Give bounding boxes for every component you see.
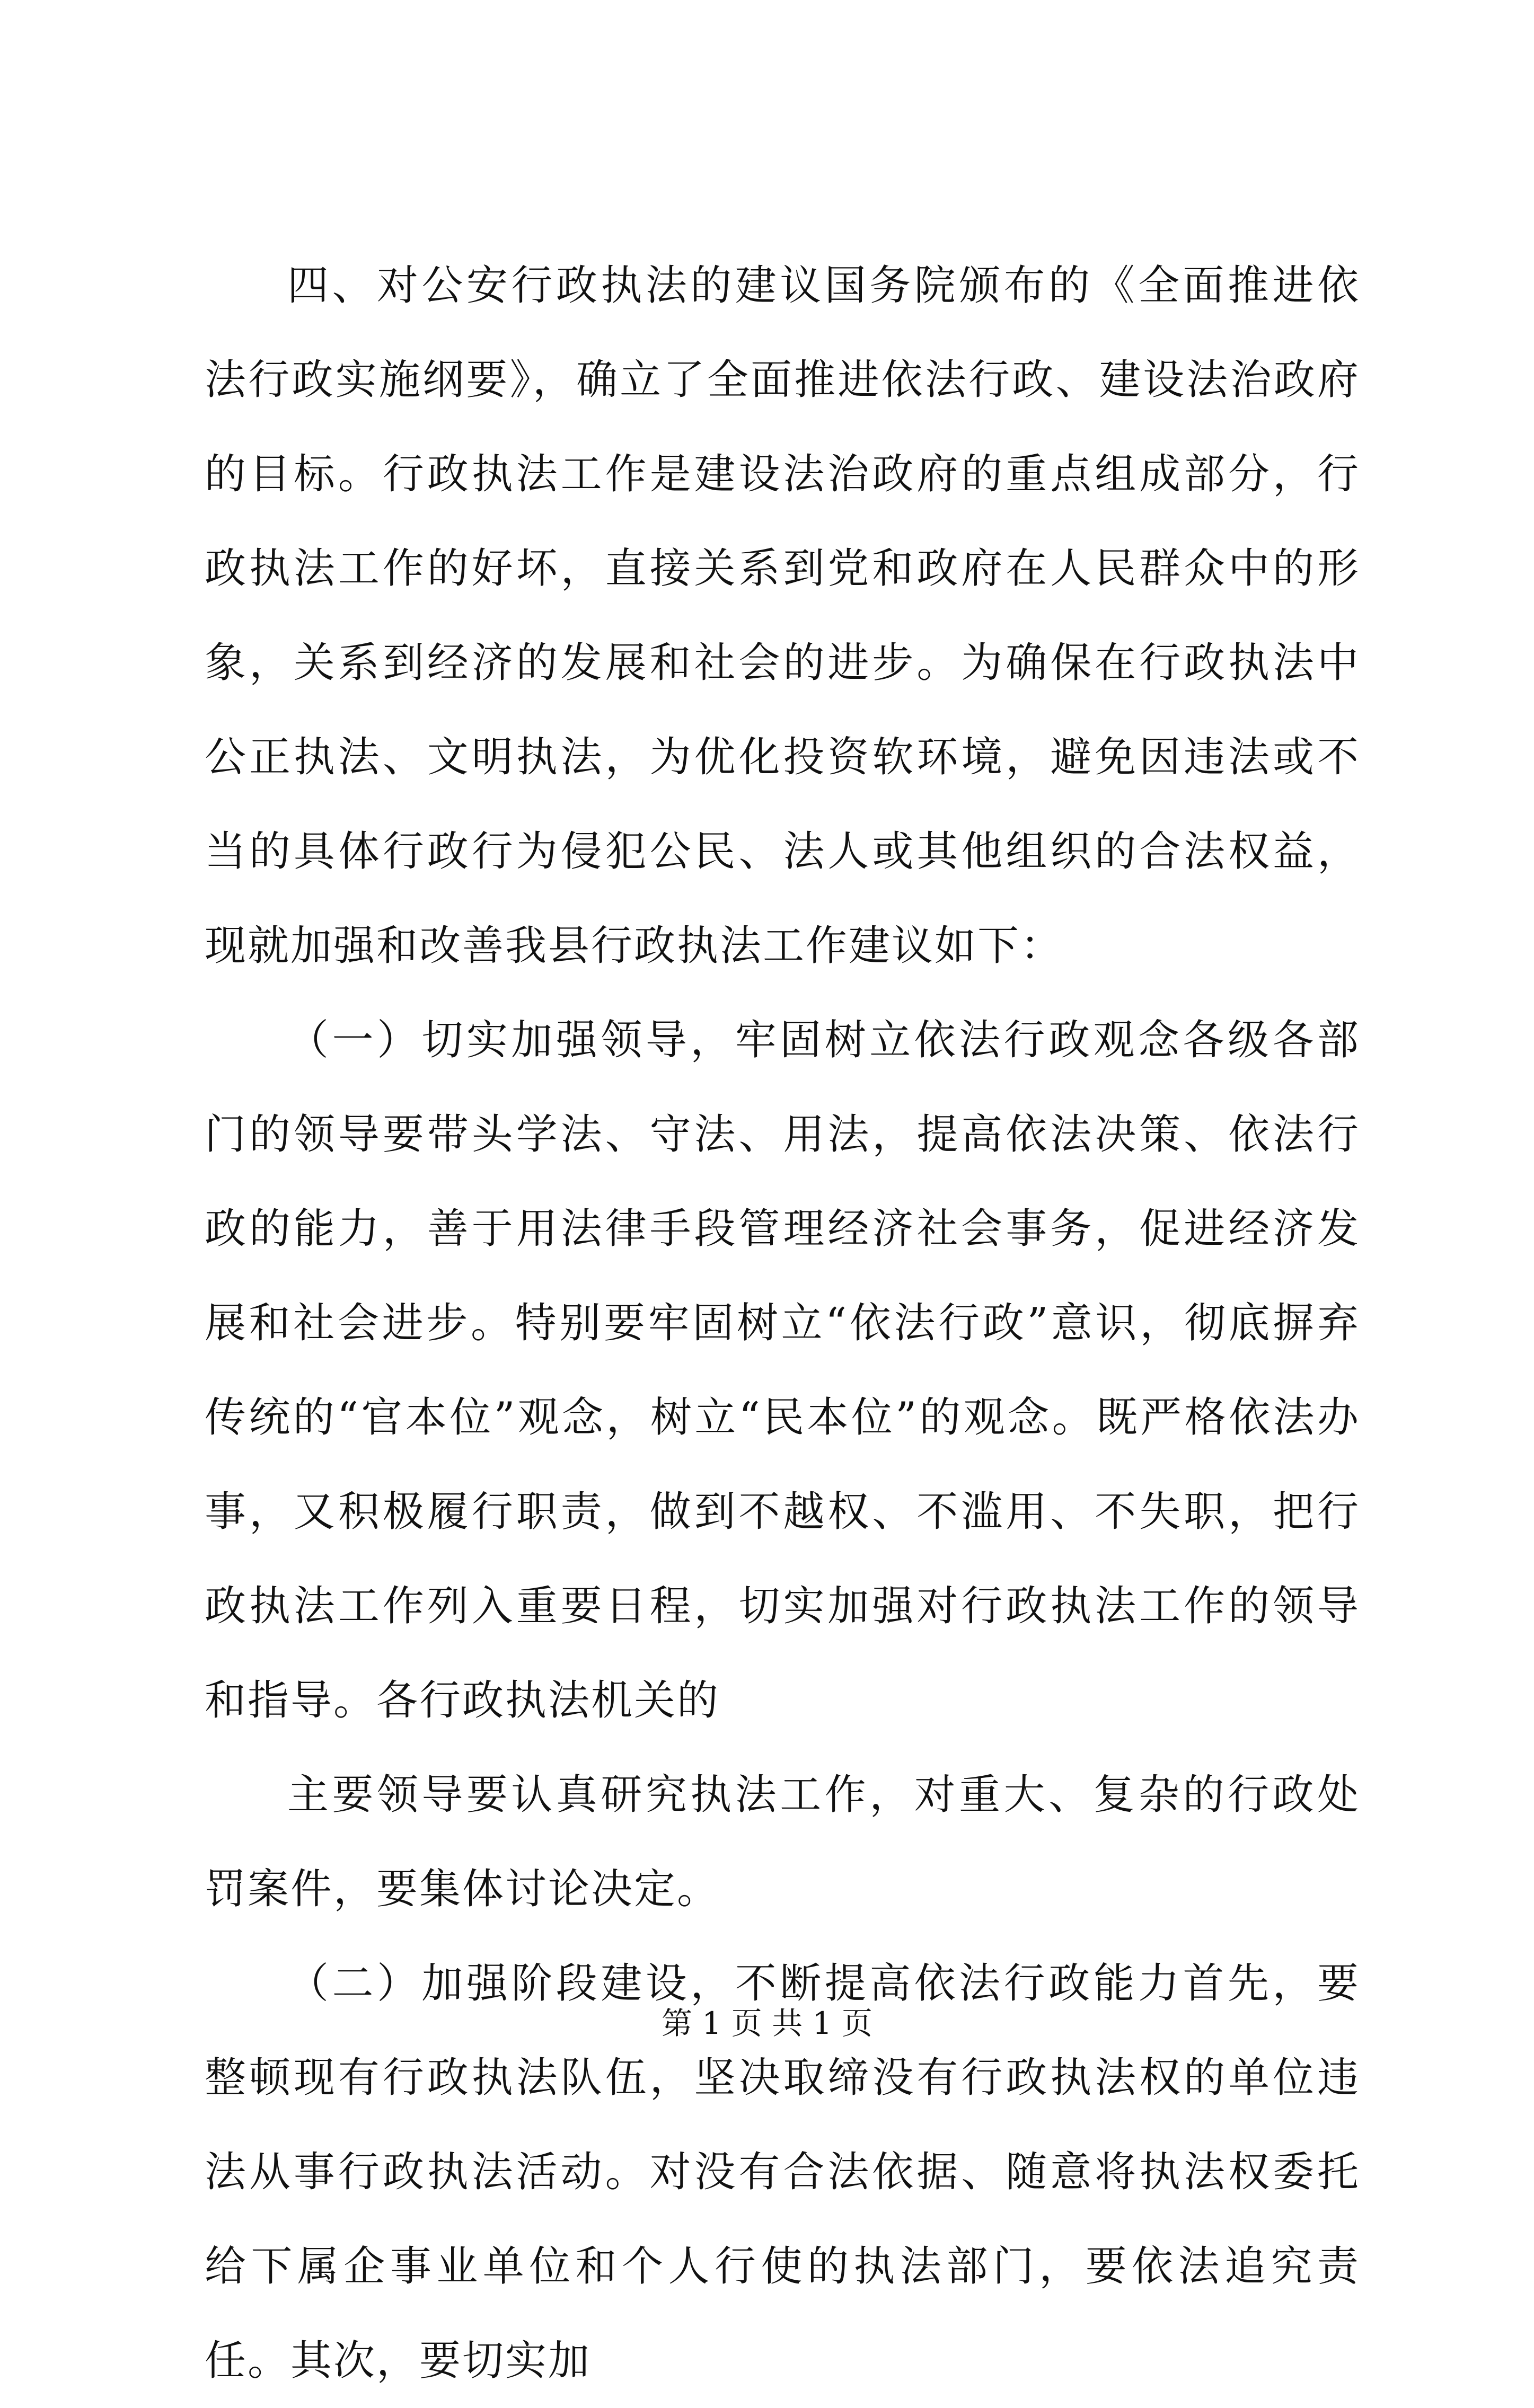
paragraph-leaders-decision: 主要领导要认真研究执法工作，对重大、复杂的行政处罚案件，要集体讨论决定。 (205, 1771, 1360, 1913)
page-footer: 第 1 页 共 1 页 (662, 2005, 872, 2041)
paragraph-team-building: （二）加强阶段建设，不断提高依法行政能力首先，要整顿现有行政执法队伍，坚决取缔没有行政执法权的单位违法从事行政执法活动。对没有合法依据、随意将执法权委托给下属企事业单位和个人行使的执法部门，要依法追究责任。其次，要切实加 (205, 1960, 1360, 2385)
document-body (205, 238, 1360, 2408)
paragraph-recommendations-intro: 四、对公安行政执法的建议国务院颁布的《全面推进依法行政实施纲要》，确立了全面推进依法行政、建设法治政府的目标。行政执法工作是建设法治政府的重点组成部分，行政执法工作的好坏，直接关系到党和政府在人民群众中的形象，关系到经济的发展和社会的进步。为确保在行政执法中公正执法、文明执法，为优化投资软环境，避免因违法或不当的具体行政行为侵犯公民、法人或其他组织的合法权益，现就加强和改善我县行政执法工作建议如下： (205, 262, 1360, 970)
paragraph-strengthen-leadership: （一）切实加强领导，牢固树立依法行政观念各级各部门的领导要带头学法、守法、用法，提高依法决策、依法行政的能力，善于用法律手段管理经济社会事务，促进经济发展和社会进步。特别要牢固树立“依法行政”意识，彻底摒弃传统的“官本位”观念，树立“民本位”的观念。既严格依法办事，又积极履行职责，做到不越权、不滥用、不失职，把行政执法工作列入重要日程，切实加强对行政执法工作的领导和指导。各行政执法机关的 (205, 1016, 1360, 1724)
